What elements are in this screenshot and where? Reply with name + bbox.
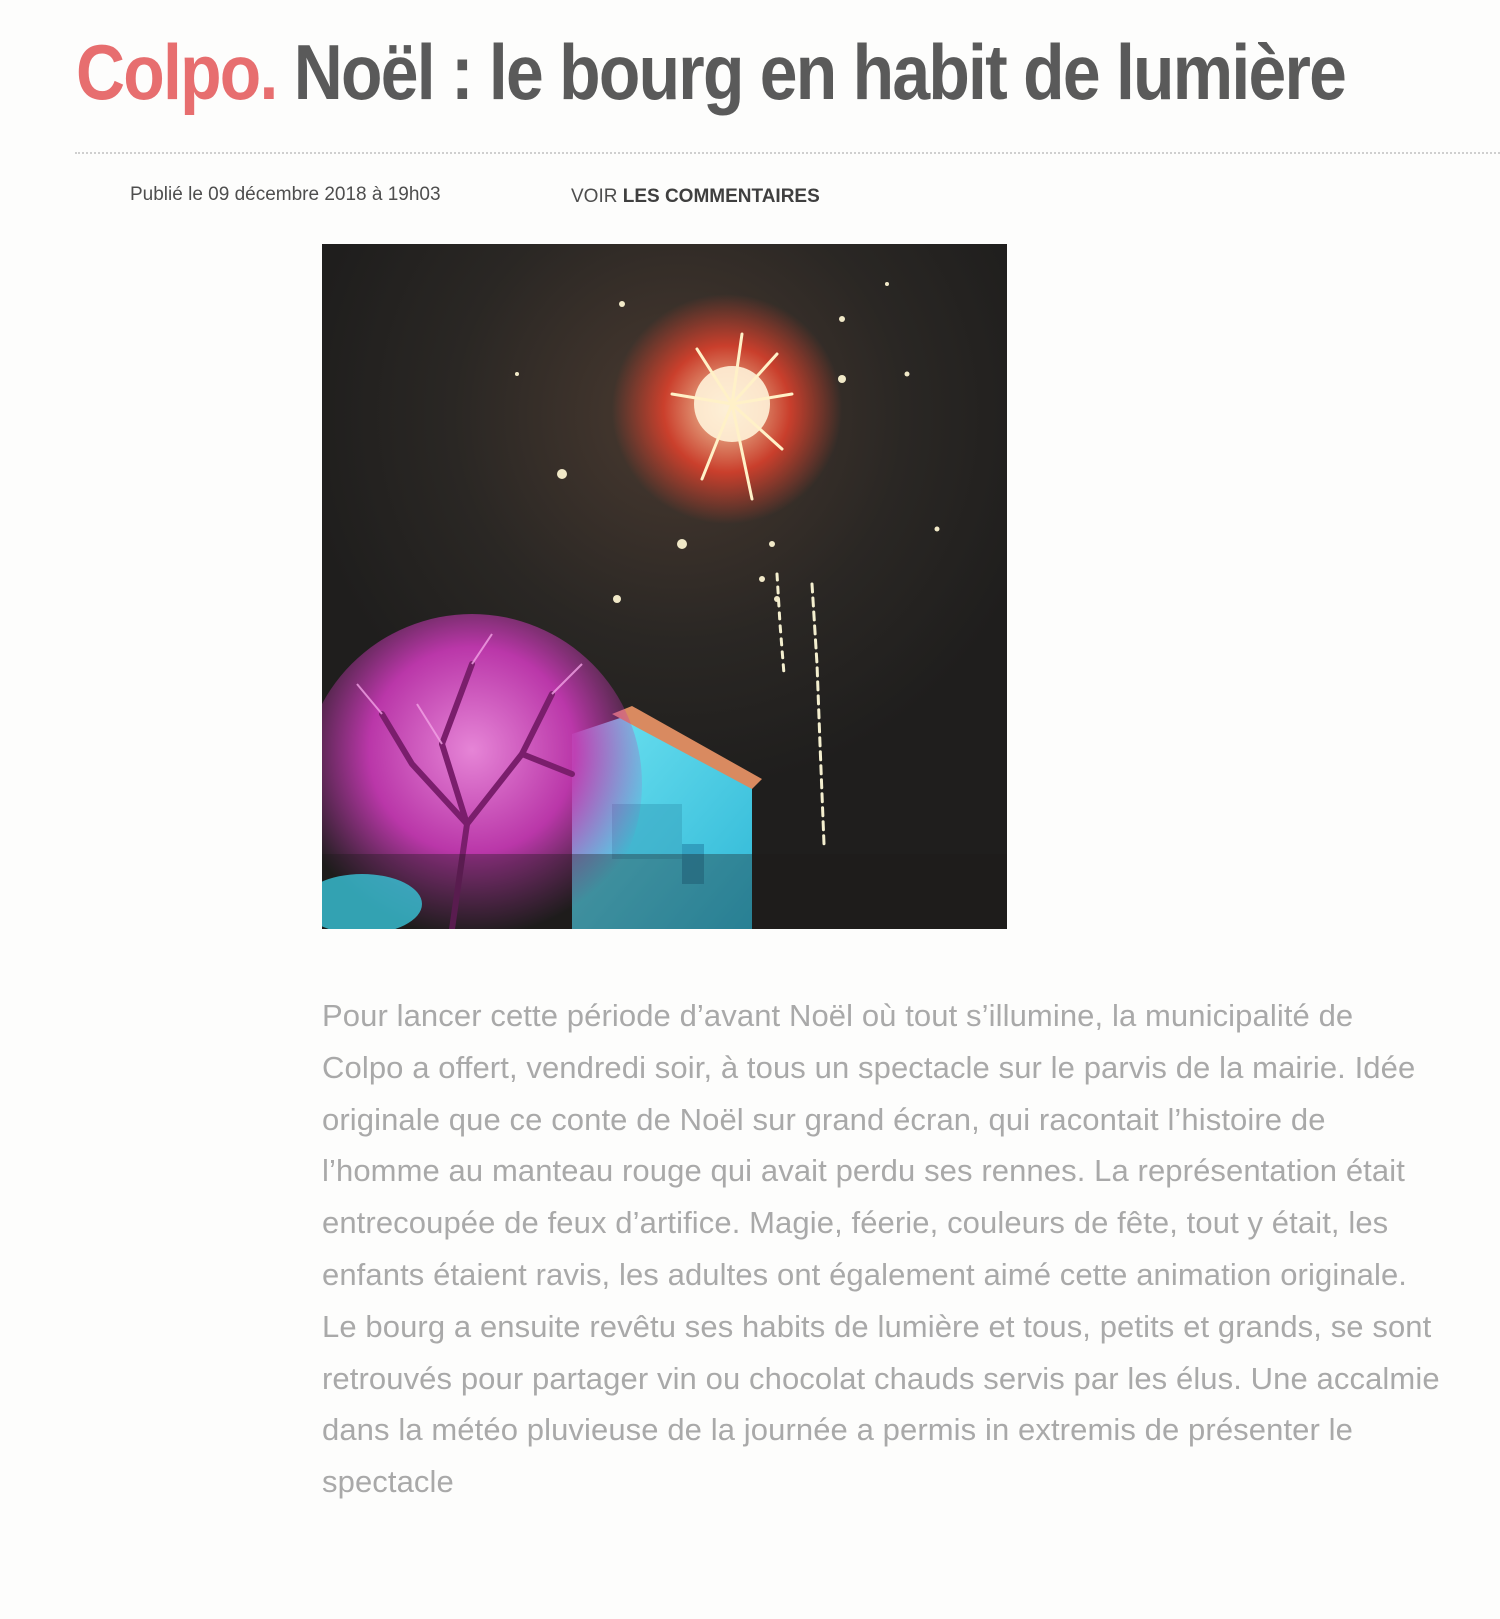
article-headline [76,22,1345,122]
article-photo-fireworks [322,244,1007,929]
headline-title: Noël : le bourg en habit de lumière [293,28,1346,116]
comments-link-label: LES COMMENTAIRES [622,186,820,207]
view-comments-link[interactable] [571,186,820,208]
article-body: Pour lancer cette période d’avant Noël où tout s’illumine, la municipalité de Colpo a offert, vendredi soir, à tous un spectacle sur le parvis de la mairie. Idée originale que ce conte de Noël sur grand écran, qui racontait l’histoire de l’homme au manteau rouge qui avait perdu ses rennes. La représentation était entrecoupée de feux d’artifice. Magie, féerie, couleurs de fête, tout y était, les enfants étaient ravis, les adultes ont également aimé cette animation originale. Le bourg a ensuite revêtu ses habits de lumière et tous, petits et grands, se sont retrouvés pour partager vin ou chocolat chauds servis par les élus. Une accalmie dans la météo pluvieuse de la journée a permis in extremis de présenter le spectacle [322,998,1440,1500]
headline-divider [75,152,1500,154]
comments-link-prefix: VOIR [571,186,618,207]
ground-shadow [322,854,1007,929]
publish-date: Publié le 09 décembre 2018 à 19h03 [130,184,441,205]
firework-burst [612,294,842,524]
headline-kicker: Colpo. [76,28,277,116]
fireworks-illustration [322,244,1007,929]
